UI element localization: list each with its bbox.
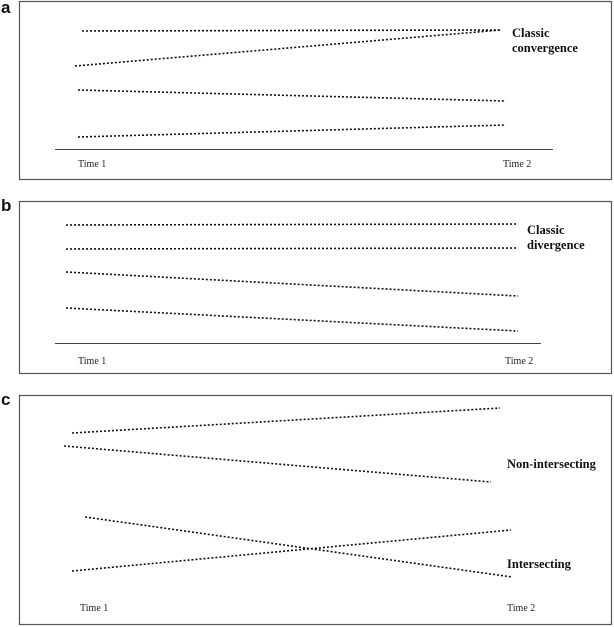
trajectory-line [66, 248, 518, 249]
trajectory-line [85, 517, 512, 577]
panel-b-trajectories [66, 224, 518, 331]
panel-a-time2-label: Time 2 [503, 159, 532, 170]
panel-c-time1-label: Time 1 [80, 603, 109, 614]
panel-b-annotation-line1: Classic [527, 223, 565, 237]
panel-a-annotation-line1: Classic [512, 26, 550, 40]
trajectory-line [78, 90, 506, 101]
trajectory-line [82, 30, 501, 31]
panel-b-time1-label: Time 1 [78, 356, 107, 367]
panel-a-annotation-line2: convergence [512, 41, 578, 55]
panel-a-label: a [1, 0, 11, 17]
panel-b-frame [20, 202, 612, 374]
panel-c-annotation-nonintersecting: Non-intersecting [507, 457, 596, 471]
panel-c-label: c [1, 390, 11, 409]
trajectory-line [72, 530, 511, 571]
trajectory-line [66, 308, 518, 331]
trajectory-line [72, 408, 500, 433]
trajectory-line [78, 125, 506, 137]
panel-b [20, 202, 612, 374]
panel-a [20, 2, 612, 180]
trajectory-line [75, 30, 501, 66]
panel-c-annotation-intersecting: Intersecting [507, 557, 571, 571]
panel-c [20, 396, 612, 625]
trajectory-line [66, 272, 518, 296]
panel-a-trajectories [75, 30, 506, 137]
panel-a-time1-label: Time 1 [78, 159, 107, 170]
trajectory-line [64, 446, 491, 482]
panel-b-label: b [1, 196, 12, 215]
panel-b-annotation-line2: divergence [527, 238, 585, 252]
panel-b-time2-label: Time 2 [505, 356, 534, 367]
panel-c-time2-label: Time 2 [507, 603, 536, 614]
panel-c-frame [20, 396, 612, 625]
trajectory-line [66, 224, 518, 225]
panel-c-trajectories [64, 408, 512, 577]
